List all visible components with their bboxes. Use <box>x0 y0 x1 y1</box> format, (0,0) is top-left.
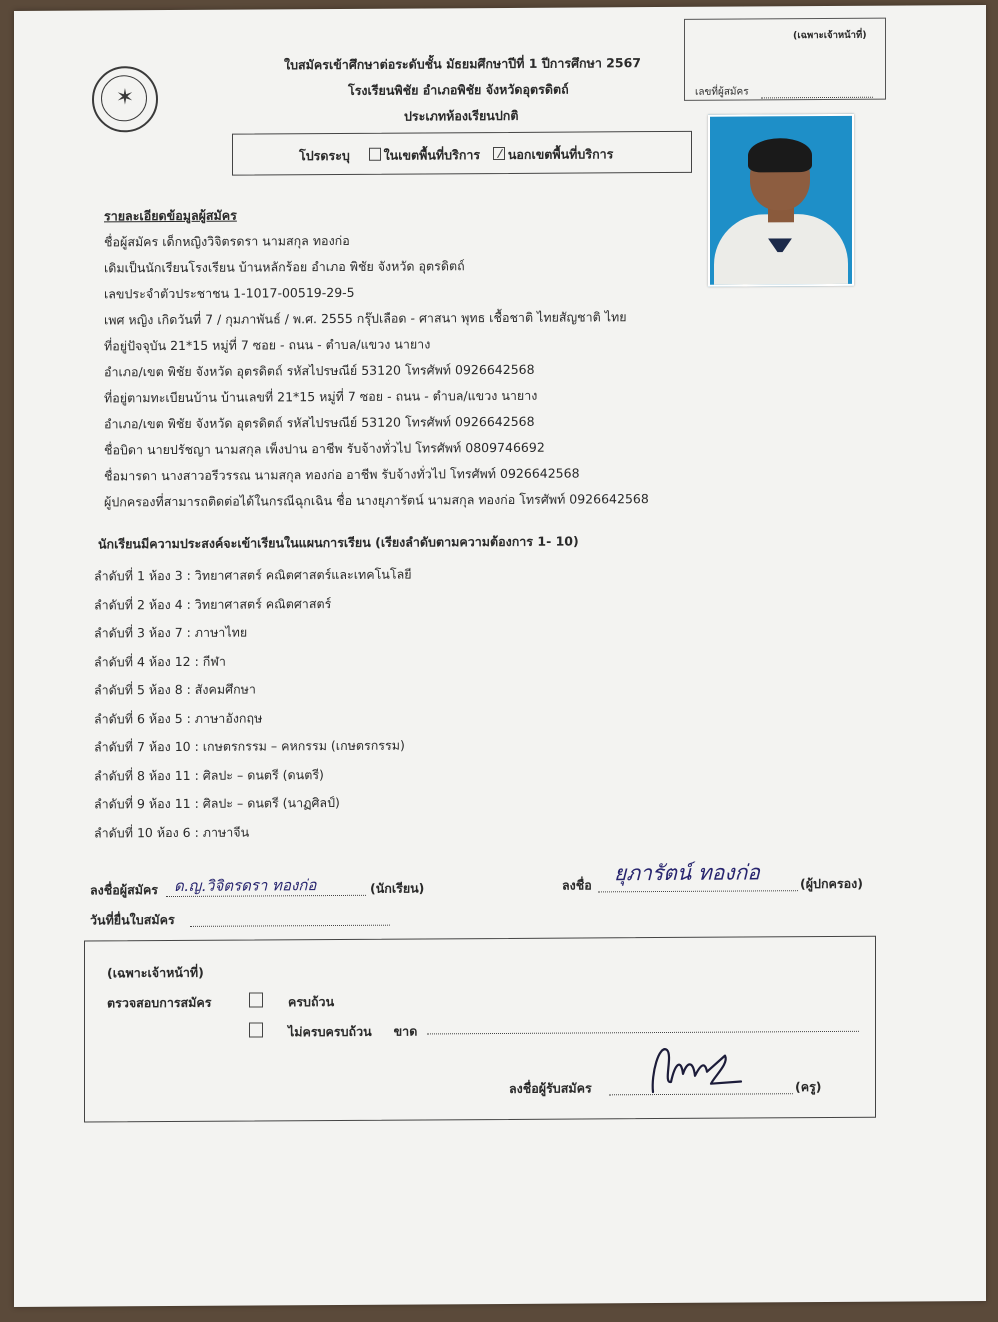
current-address-row: ที่อยู่ปัจจุบัน 21*15 หมู่ที่ 7 ซอย - ถนน - ตำบล/แขวง นายาง <box>104 336 431 354</box>
preference-item: ลำดับที่ 7 ห้อง 10 : เกษตรกรรม – คหกรรม (เกษตรกรรม) <box>94 737 405 755</box>
application-check-label: ตรวจสอบการสมัคร <box>107 994 212 1011</box>
preference-item: ลำดับที่ 1 ห้อง 3 : วิทยาศาสตร์ คณิตศาสตร์และเทคโนโลยี <box>94 566 412 584</box>
application-form-paper <box>14 5 986 1307</box>
office-use-box-bottom <box>84 936 876 1123</box>
applicant-number-label: เลขที่ผู้สมัคร <box>695 86 749 98</box>
in-zone-label: ในเขตพื้นที่บริการ <box>383 147 481 163</box>
office-use-label-bottom: (เฉพาะเจ้าหน้าที่) <box>107 964 204 981</box>
incomplete-checkbox[interactable] <box>249 1022 263 1037</box>
receiver-role: (ครู) <box>795 1079 822 1095</box>
complete-label: ครบถ้วน <box>287 994 335 1010</box>
preference-item: ลำดับที่ 2 ห้อง 4 : วิทยาศาสตร์ คณิตศาสตร์ <box>94 596 332 613</box>
personal-info-row: เพศ หญิง เกิดวันที่ 7 / กุมภาพันธ์ / พ.ศ. 2555 กรุ๊ปเลือด - ศาสนา พุทธ เชื้อชาติ ไทยสัญชาติ ไทย <box>104 309 627 328</box>
applicant-name-row: ชื่อผู้สมัคร เด็กหญิงวิจิตรดรา นามสกุล ทองก่อ <box>104 232 350 250</box>
receiver-signature <box>645 1033 755 1096</box>
submission-date-label: วันที่ยื่นใบสมัคร <box>90 911 175 928</box>
registered-address-row: ที่อยู่ตามทะเบียนบ้าน บ้านเลขที่ 21*15 หมู่ที่ 7 ซอย - ถนน - ตำบล/แขวง นายาง <box>104 387 538 406</box>
preference-item: ลำดับที่ 3 ห้อง 7 : ภาษาไทย <box>94 624 248 641</box>
in-zone-checkbox[interactable] <box>369 148 381 161</box>
office-use-label: (เฉพาะเจ้าหน้าที่) <box>793 29 867 42</box>
receiver-signature-label: ลงชื่อผู้รับสมัคร <box>509 1080 592 1096</box>
school-name: โรงเรียนพิชัย อำเภอพิชัย จังหวัดอุตรดิตถ์ <box>348 81 569 98</box>
school-seal-logo <box>92 66 158 132</box>
preferences-heading: นักเรียนมีความประสงค์จะเข้าเรียนในแผนการเรียน (เรียงลำดับตามความต้องการ 1- 10) <box>98 533 579 552</box>
zone-selection-box <box>232 131 692 176</box>
preference-item: ลำดับที่ 4 ห้อง 12 : กีฬา <box>94 653 226 670</box>
guardian-signature: ยุภารัตน์ ทองก่อ <box>614 860 760 886</box>
preference-item: ลำดับที่ 5 ห้อง 8 : สังคมศึกษา <box>94 681 256 698</box>
previous-school-row: เดิมเป็นนักเรียนโรงเรียน บ้านหลักร้อย อำเภอ พิชัย จังหวัด อุตรดิตถ์ <box>104 258 465 276</box>
applicant-details-heading: รายละเอียดข้อมูลผู้สมัคร <box>104 207 237 224</box>
office-use-box-top <box>684 18 886 101</box>
applicant-signature: ด.ญ.วิจิตรดรา ทองก่อ <box>174 876 317 895</box>
guardian-row: ผู้ปกครองที่สามารถติดต่อได้ในกรณีฉุกเฉิน ชื่อ นางยุภารัตน์ นามสกุล ทองก่อ โทรศัพท์ 0926642568 <box>104 491 649 510</box>
applicant-photo <box>708 114 854 287</box>
zone-prompt: โปรดระบุ <box>299 147 350 164</box>
submission-date-line <box>190 925 390 927</box>
out-zone-checkbox[interactable] <box>493 147 505 160</box>
preference-item: ลำดับที่ 8 ห้อง 11 : ศิลปะ – ดนตรี (ดนตรี) <box>94 767 324 784</box>
mother-row: ชื่อมารดา นางสาวอรีวรรณ นามสกุล ทองก่อ อาชีพ รับจ้างทั่วไป โทรศัพท์ 0926642568 <box>104 465 580 484</box>
guardian-role: (ผู้ปกครอง) <box>800 875 863 892</box>
classroom-type: ประเภทห้องเรียนปกติ <box>404 107 519 124</box>
applicant-signature-label: ลงชื่อผู้สมัคร <box>90 882 159 898</box>
registered-address-row-2: อำเภอ/เขต พิชัย จังหวัด อุตรดิตถ์ รหัสไปรษณีย์ 53120 โทรศัพท์ 0926642568 <box>104 413 535 432</box>
current-address-row-2: อำเภอ/เขต พิชัย จังหวัด อุตรดิตถ์ รหัสไปรษณีย์ 53120 โทรศัพท์ 0926642568 <box>104 361 535 380</box>
preference-item: ลำดับที่ 9 ห้อง 11 : ศิลปะ – ดนตรี (นาฏศิลป์) <box>94 794 340 812</box>
father-row: ชื่อบิดา นายปรัชญา นามสกุล เพ็งปาน อาชีพ รับจ้างทั่วไป โทรศัพท์ 0809746692 <box>104 439 545 458</box>
missing-items-line <box>427 1031 859 1035</box>
form-title: ใบสมัครเข้าศึกษาต่อระดับชั้น มัธยมศึกษาปีที่ 1 ปีการศึกษา 2567 <box>284 55 641 73</box>
missing-label: ขาด <box>393 1023 418 1039</box>
incomplete-label: ไม่ครบครบถ้วน <box>287 1023 372 1040</box>
national-id-row: เลขประจำตัวประชาชน 1-1017-00519-29-5 <box>104 284 355 302</box>
applicant-number-line <box>761 97 873 99</box>
preference-item: ลำดับที่ 6 ห้อง 5 : ภาษาอังกฤษ <box>94 710 263 727</box>
out-zone-label: นอกเขตพื้นที่บริการ <box>507 146 614 162</box>
applicant-role: (นักเรียน) <box>370 880 425 896</box>
guardian-signature-label: ลงชื่อ <box>562 877 592 893</box>
preference-item: ลำดับที่ 10 ห้อง 6 : ภาษาจีน <box>94 824 250 841</box>
complete-checkbox[interactable] <box>249 992 263 1007</box>
